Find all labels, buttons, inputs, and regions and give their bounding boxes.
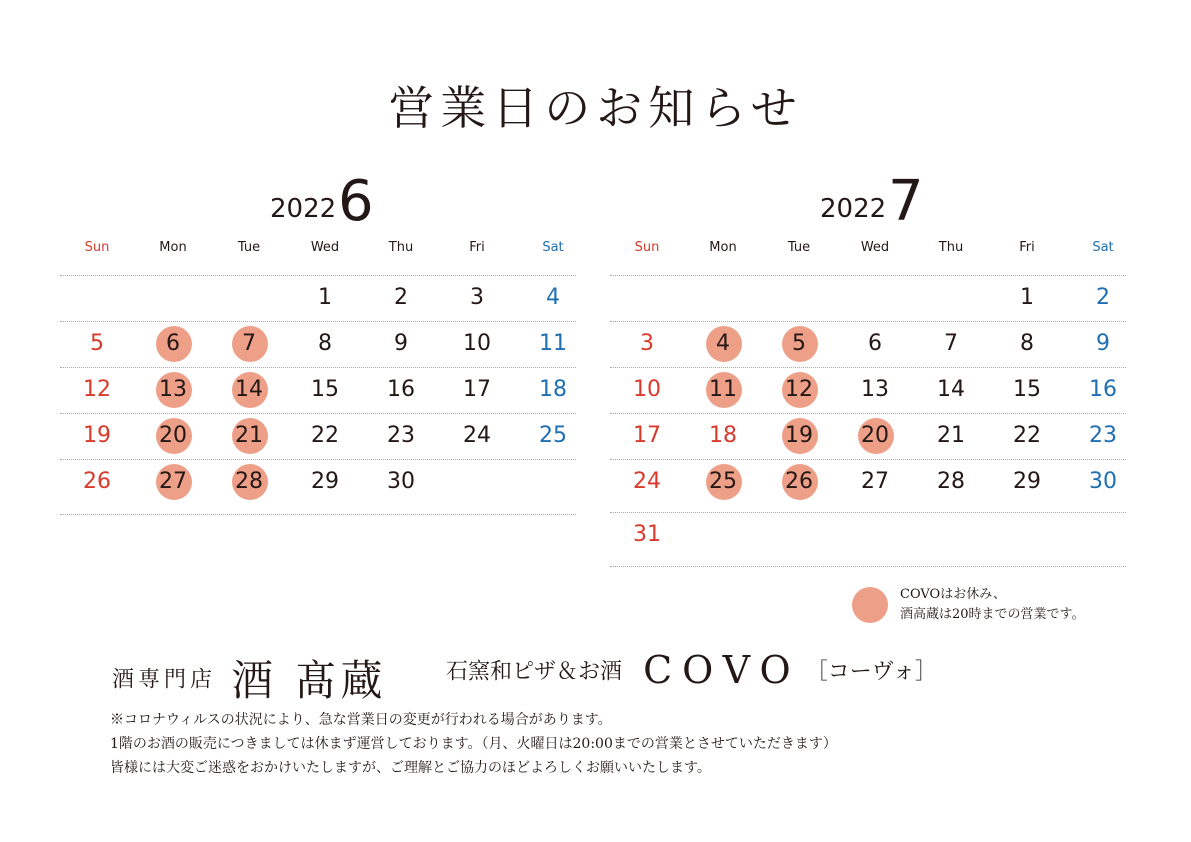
calendar-day: 3 xyxy=(470,285,484,310)
calendar-day: 22 xyxy=(1013,423,1041,448)
calendar-day: 5 xyxy=(90,331,104,356)
weekday-label: Wed xyxy=(860,240,890,255)
calendar-day: 11 xyxy=(709,377,737,402)
calendar-day: 18 xyxy=(539,377,567,402)
row-divider xyxy=(60,367,576,368)
calendar-day: 27 xyxy=(159,469,187,494)
note-line-3: 皆様には大変ご迷惑をおかけいたしますが、ご理解とご協力のほどよろしくお願いいたします。 xyxy=(110,760,711,776)
store-covo-prefix: 石窯和ピザ＆お酒 xyxy=(446,659,623,685)
calendar-day: 21 xyxy=(235,423,263,448)
weekday-label: Thu xyxy=(388,240,414,255)
calendar-day: 5 xyxy=(792,331,806,356)
weekday-label: Fri xyxy=(469,240,485,255)
calendar-day: 30 xyxy=(1089,469,1117,494)
weekday-label: Tue xyxy=(237,240,261,255)
row-divider xyxy=(610,275,1126,276)
calendar-year: 2022 xyxy=(270,194,337,224)
calendar-day: 12 xyxy=(785,377,813,402)
weekday-label: Sat xyxy=(1092,240,1114,255)
weekday-label: Mon xyxy=(159,240,187,255)
row-divider xyxy=(60,413,576,414)
calendar-day: 22 xyxy=(311,423,339,448)
calendar-day: 9 xyxy=(1096,331,1110,356)
calendar-day: 28 xyxy=(937,469,965,494)
row-divider xyxy=(60,514,576,515)
calendar-day: 21 xyxy=(937,423,965,448)
calendar-day: 18 xyxy=(709,423,737,448)
calendar-day: 16 xyxy=(387,377,415,402)
store-covo xyxy=(446,648,937,692)
calendar-day: 20 xyxy=(159,423,187,448)
legend-line-1: COVOはお休み、 xyxy=(900,587,1006,602)
row-divider xyxy=(610,367,1126,368)
calendar-day: 24 xyxy=(633,469,661,494)
page-title: 営業日のお知らせ xyxy=(388,81,803,135)
calendar-day: 10 xyxy=(633,377,661,402)
row-divider xyxy=(60,275,576,276)
calendar-day: 25 xyxy=(709,469,737,494)
calendar-day: 7 xyxy=(242,331,256,356)
legend-marker xyxy=(852,587,888,623)
calendar-header xyxy=(60,164,576,234)
weekday-label: Sat xyxy=(542,240,564,255)
store-covo-reading: ［コーヴォ］ xyxy=(805,659,937,685)
calendar-day: 8 xyxy=(1020,331,1034,356)
store-takakura-name: 酒 髙蔵 xyxy=(231,656,387,705)
calendar-day: 20 xyxy=(861,423,889,448)
calendar-day: 16 xyxy=(1089,377,1117,402)
legend-line-2: 酒高蔵は20時までの営業です。 xyxy=(900,607,1085,622)
calendar-day: 13 xyxy=(159,377,187,402)
calendar-day: 29 xyxy=(1013,469,1041,494)
store-takakura xyxy=(112,648,386,708)
weekday-label: Sun xyxy=(634,240,660,255)
calendar-day: 8 xyxy=(318,331,332,356)
weekday-label: Sun xyxy=(84,240,110,255)
weekday-label: Fri xyxy=(1019,240,1035,255)
notes xyxy=(110,708,837,780)
row-divider xyxy=(60,321,576,322)
calendar-day: 23 xyxy=(1089,423,1117,448)
calendar-day: 6 xyxy=(166,331,180,356)
weekday-label: Tue xyxy=(787,240,811,255)
weekday-label: Mon xyxy=(709,240,737,255)
calendar-month: 7 xyxy=(888,169,924,234)
calendar-day: 15 xyxy=(311,377,339,402)
calendar-day: 26 xyxy=(785,469,813,494)
note-line-2: 1階のお酒の販売につきましては休まず運営しております。（月、火曜日は20:00までの営業とさせていただきます） xyxy=(110,736,837,752)
calendar-day: 19 xyxy=(83,423,111,448)
calendar-day: 17 xyxy=(633,423,661,448)
weekday-label: Wed xyxy=(310,240,340,255)
calendar-day: 15 xyxy=(1013,377,1041,402)
calendar-day: 1 xyxy=(1020,285,1034,310)
calendar-day: 13 xyxy=(861,377,889,402)
calendar-day: 30 xyxy=(387,469,415,494)
row-divider xyxy=(60,459,576,460)
calendar-day: 9 xyxy=(394,331,408,356)
calendar-day: 6 xyxy=(868,331,882,356)
calendar-day: 2 xyxy=(1096,285,1110,310)
calendar-year: 2022 xyxy=(820,194,887,224)
calendar-day: 25 xyxy=(539,423,567,448)
store-takakura-prefix: 酒専門店 xyxy=(112,667,217,693)
calendar-day: 28 xyxy=(235,469,263,494)
calendar-day: 3 xyxy=(640,331,654,356)
calendar-day: 17 xyxy=(463,377,491,402)
row-divider xyxy=(610,566,1126,567)
weekday-label: Thu xyxy=(938,240,964,255)
calendar-day: 10 xyxy=(463,331,491,356)
calendar-day: 23 xyxy=(387,423,415,448)
row-divider xyxy=(610,413,1126,414)
calendar-day: 7 xyxy=(944,331,958,356)
calendar-day: 12 xyxy=(83,377,111,402)
calendar-day: 2 xyxy=(394,285,408,310)
calendar-day: 4 xyxy=(716,331,730,356)
calendar-day: 4 xyxy=(546,285,560,310)
calendar-day: 11 xyxy=(539,331,567,356)
calendar-day: 14 xyxy=(235,377,263,402)
calendar-day: 27 xyxy=(861,469,889,494)
calendar-day: 29 xyxy=(311,469,339,494)
calendar-header xyxy=(610,164,1126,234)
calendar-day: 19 xyxy=(785,423,813,448)
calendar-day: 31 xyxy=(633,522,661,547)
legend xyxy=(900,585,1085,625)
calendar-day: 24 xyxy=(463,423,491,448)
calendar-day: 1 xyxy=(318,285,332,310)
row-divider xyxy=(610,321,1126,322)
row-divider xyxy=(610,512,1126,513)
row-divider xyxy=(610,459,1126,460)
store-covo-name: COVO xyxy=(643,648,801,692)
calendar-day: 14 xyxy=(937,377,965,402)
note-line-1: ※コロナウィルスの状況により、急な営業日の変更が行われる場合があります。 xyxy=(110,712,612,728)
calendar-day: 26 xyxy=(83,469,111,494)
calendar-month: 6 xyxy=(338,169,374,234)
